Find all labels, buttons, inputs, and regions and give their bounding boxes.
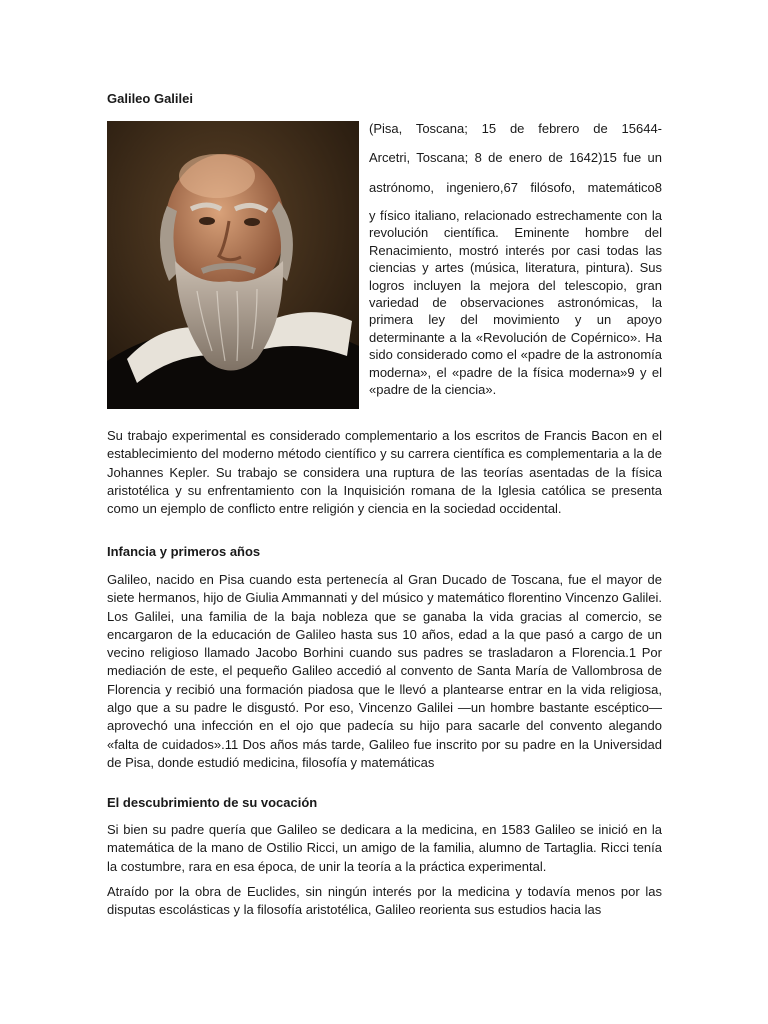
- intro-line-2: Arcetri, Toscana; 8 de enero de 1642)15 fue un: [369, 150, 662, 165]
- section-heading-vocation: El descubrimiento de su vocación: [107, 795, 318, 810]
- portrait-image: [107, 121, 359, 409]
- intro-line-1: (Pisa, Toscana; 15 de febrero de 15644-: [369, 121, 662, 136]
- paragraph-euclid: Atraído por la obra de Euclides, sin ningún interés por la medicina y todavía menos por las disputas escolásticas y la filosofía aristotélica, Galileo reorienta sus estudios hacia las: [107, 884, 662, 918]
- paragraph-childhood: Galileo, nacido en Pisa cuando esta pertenecía al Gran Ducado de Toscana, fue el mayor de siete hermanos, hijo de Giulia Ammannati y del músico y matemático florentino Vincenzo Galilei. Los Galilei, una familia de la baja nobleza que se ganaba la vida gracias al comercio, se encargaron de la educación de Galileo hasta sus 10 años, edad a la que pasó a cargo de un vecino religioso llamado Jacobo Borhini cuando sus padres se trasladaron a Florencia.1 Por mediación de este, el pequeño Galileo accedió al convento de Santa María de Vallombrosa de Florencia y recibió una formación piadosa que le llevó a plantearse entrar en la vida religiosa, algo que a su padre le disgustó. Por eso, Vincenzo Galilei —un hombre bastante escéptico— aprovechó una infección en el ojo que padecía su hijo para sacarle del convento alegando «falta de cuidados».11 Dos años más tarde, Galileo fue inscrito por su padre en la Universidad de Pisa, donde estudió medicina, filosofía y matemáticas: [107, 572, 662, 770]
- document-title: Galileo Galilei: [107, 91, 193, 106]
- portrait-illustration: [107, 121, 359, 409]
- intro-line-3: astrónomo, ingeniero,67 filósofo, matemático8: [369, 180, 662, 195]
- paragraph-vocation: Si bien su padre quería que Galileo se dedicara a la medicina, en 1583 Galileo se inició en la matemática de la mano de Ostilio Ricci, un amigo de la familia, alumno de Tartaglia. Ricci tenía la costumbre, rara en esa época, de unir la teoría a la práctica experimental.: [107, 822, 662, 874]
- intro-paragraph: y físico italiano, relacionado estrechamente con la revolución científica. Eminente hombre del Renacimiento, mostró interés por casi todas las ciencias y artes (música, literatura, pintura). Sus logros incluyen la mejora del telescopio, gran variedad de observaciones astronómicas, la primera ley del movimiento y un apoyo determinante a la «Revolución de Copérnico». Ha sido considerado como el «padre de la astronomía moderna», el «padre de la física moderna»9 y el «padre de la ciencia».: [369, 208, 662, 398]
- paragraph-scientific-work: Su trabajo experimental es considerado complementario a los escritos de Francis Bacon en el establecimiento del moderno método científico y su carrera científica es complementaria a la de Johannes Kepler. Su trabajo se considera una ruptura de las teorías asentadas de la física aristotélica y su enfrentamiento con la Inquisición romana de la Iglesia católica se presenta como un ejemplo de conflicto entre religión y ciencia en la sociedad occidental.: [107, 428, 662, 517]
- section-heading-childhood: Infancia y primeros años: [107, 544, 261, 559]
